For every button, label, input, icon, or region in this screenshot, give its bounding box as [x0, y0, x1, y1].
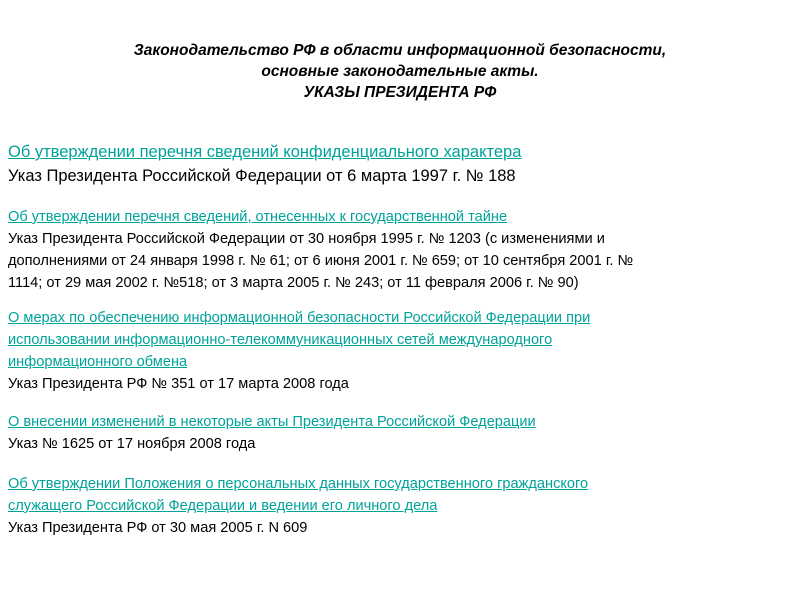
decree-description: [8, 373, 792, 395]
title-line-2: основные законодательные акты.: [261, 63, 539, 80]
link-state-secret[interactable]: [8, 209, 507, 225]
link-line: Об утверждении перечня сведений, отнесенных к государственной тайне: [8, 209, 508, 225]
link-line: О внесении изменений в некоторые акты Президента Российской Федерации: [8, 414, 536, 430]
decree-description: [8, 228, 792, 294]
decree-entry-info-security-measures: [8, 307, 792, 395]
decree-description: [8, 433, 792, 455]
desc-line: дополнениями от 24 января 1998 г. № 61; от 6 июня 2001 г. № 659; от 10 сентября 2001 г. №: [8, 253, 634, 269]
link-confidential-info[interactable]: [8, 143, 521, 161]
desc-line: Указ Президента Российской Федерации от 30 ноября 1995 г. № 1203 (с изменениями и: [8, 231, 605, 247]
decree-entry-confidential-info: [8, 140, 792, 188]
desc-line: 1114; от 29 мая 2002 г. №518; от 3 марта 2005 г. № 243; от 11 февраля 2006 г. № 90): [8, 275, 579, 291]
link-line: служащего Российской Федерации и ведении его личного дела: [8, 498, 438, 514]
link-line: О мерах по обеспечению информационной безопасности Российской Федерации при: [8, 310, 591, 326]
decree-entry-personal-data: [8, 473, 792, 539]
link-info-security-measures[interactable]: [8, 310, 590, 370]
link-line: использовании информационно-телекоммуникационных сетей международного: [8, 332, 553, 348]
desc-line: Указ Президента Российской Федерации от 6 марта 1997 г. № 188: [8, 167, 516, 185]
link-line: Об утверждении перечня сведений конфиденциального характера: [8, 143, 522, 161]
link-line: Об утверждении Положения о персональных данных государственного гражданского: [8, 476, 589, 492]
title-line-3: УКАЗЫ ПРЕЗИДЕНТА РФ: [303, 84, 497, 101]
link-personal-data[interactable]: [8, 476, 588, 514]
title-line-1: Законодательство РФ в области информационной безопасности,: [133, 42, 667, 59]
decree-entry-amendments: [8, 411, 792, 455]
decree-description: [8, 164, 792, 188]
link-line: информационного обмена: [8, 354, 188, 370]
desc-line: Указ № 1625 от 17 ноября 2008 года: [8, 436, 256, 452]
decree-list: [8, 140, 792, 539]
link-amendments[interactable]: [8, 414, 536, 430]
decree-description: [8, 517, 792, 539]
desc-line: Указ Президента РФ от 30 мая 2005 г. N 609: [8, 520, 308, 536]
decree-entry-state-secret: [8, 206, 792, 294]
page-title: [0, 40, 800, 103]
desc-line: Указ Президента РФ № 351 от 17 марта 2008 года: [8, 376, 349, 392]
